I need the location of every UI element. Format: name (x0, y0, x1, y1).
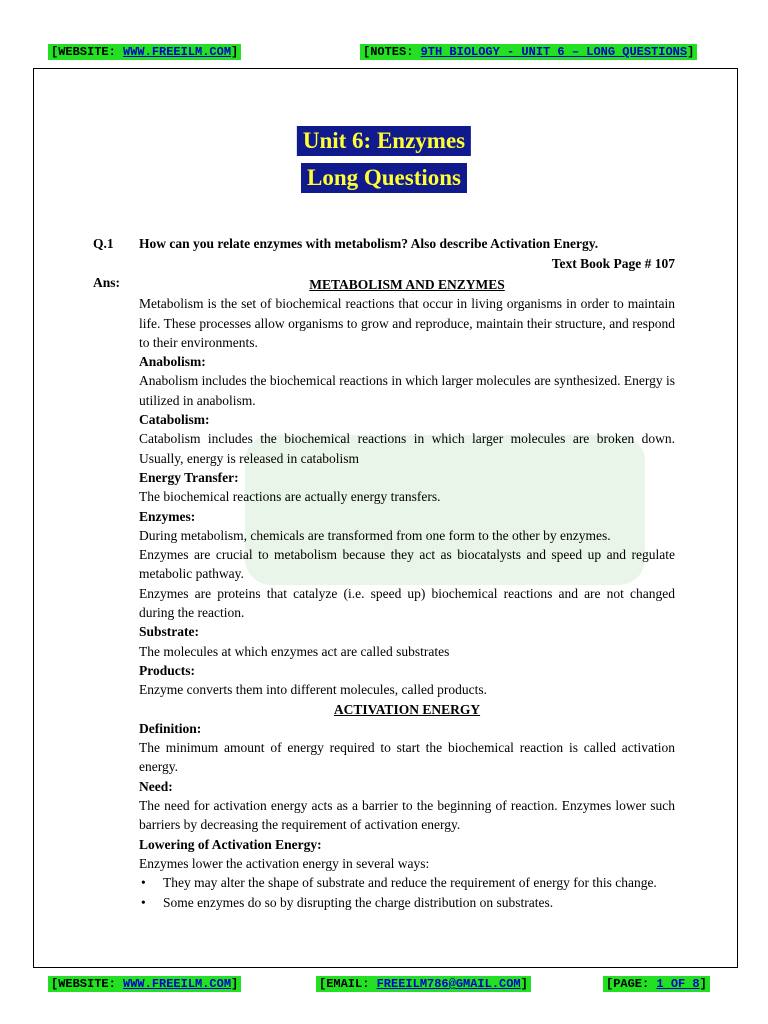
question-text: How can you relate enzymes with metabolism? Also describe Activation Energy. (139, 236, 599, 251)
header-notes-label: [NOTES: (363, 45, 421, 59)
footer-email-bracket: ] (520, 977, 528, 991)
footer-page-bracket: ] (699, 977, 707, 991)
header-notes-tag (360, 44, 697, 60)
header-website-tag (48, 44, 241, 60)
footer-email-tag (316, 976, 531, 992)
header-notes-bracket: ] (687, 45, 695, 59)
para-anabolism: Anabolism includes the biochemical reactions in which larger molecules are synthesized. Energy is utilized in anabolism. (139, 373, 675, 408)
para-metabolism: Metabolism is the set of biochemical reactions that occur in living organisms in order to maintain life. These processes allow organisms to grow and reproduce, maintain their structure, and respond to their environments. (139, 296, 675, 350)
para-need: The need for activation energy acts as a barrier to the beginning of reaction. Enzymes lower such barriers by decreasing the requirement of activation energy. (139, 798, 675, 833)
footer-website-link[interactable]: WWW.FREEILM.COM (123, 977, 232, 991)
heading-definition: Definition: (139, 720, 202, 736)
heading-energy-transfer: Energy Transfer: (139, 469, 239, 485)
heading-need: Need: (139, 778, 173, 794)
footer-email-label: [EMAIL: (319, 977, 377, 991)
para-enzymes-3: Enzymes are proteins that catalyze (i.e. speed up) biochemical reactions and are not changed during the reaction. (139, 585, 675, 621)
para-enzymes-1: During metabolism, chemicals are transformed from one form to the other by enzymes. (139, 527, 611, 543)
answer-label: Ans: (93, 275, 121, 290)
footer-website-bracket: ] (231, 977, 239, 991)
heading-lowering: Lowering of Activation Energy: (139, 836, 322, 852)
para-lowering: Enzymes lower the activation energy in several ways: (139, 855, 430, 871)
textbook-reference: Text Book Page # 107 (551, 256, 675, 271)
para-catabolism: Catabolism includes the biochemical reactions in which larger molecules are broken down. Usually, energy is released in catabolism (139, 431, 675, 466)
heading-enzymes: Enzymes: (139, 508, 196, 524)
footer-website-tag (48, 976, 241, 992)
header-website-label: [WEBSITE: (51, 45, 124, 59)
para-definition: The minimum amount of energy required to start the biochemical reaction is called activation energy. (139, 740, 675, 775)
list-item: • They may alter the shape of substrate and reduce the requirement of energy for this change. (163, 873, 675, 892)
para-enzymes-2: Enzymes are crucial to metabolism because they act as biocatalysts and speed up and regulate metabolic pathway. (139, 547, 675, 582)
heading-anabolism: Anabolism: (139, 354, 206, 370)
heading-substrate: Substrate: (139, 624, 199, 640)
para-products: Enzyme converts them into different molecules, called products. (139, 682, 488, 698)
page-subtitle: Long Questions (301, 163, 467, 193)
footer-page-label: [PAGE: (606, 977, 657, 991)
header-notes-link[interactable]: 9TH BIOLOGY - UNIT 6 – LONG QUESTIONS (420, 45, 688, 59)
footer-email-link[interactable]: FREEILM786@GMAIL.COM (376, 977, 521, 991)
para-energy-transfer: The biochemical reactions are actually energy transfers. (139, 489, 441, 505)
heading-products: Products: (139, 662, 195, 678)
footer-website-label: [WEBSITE: (51, 977, 124, 991)
heading-metabolism: METABOLISM AND ENZYMES (309, 277, 505, 292)
page-title: Unit 6: Enzymes (297, 126, 471, 156)
list-item: • Some enzymes do so by disrupting the charge distribution on substrates. (163, 893, 675, 912)
answer-body (139, 275, 675, 912)
question-number: Q.1 (93, 236, 114, 251)
lowering-bullet-list (139, 873, 675, 912)
heading-catabolism: Catabolism: (139, 412, 210, 428)
footer-page-number: 1 OF 8 (656, 977, 700, 991)
heading-activation-energy: ACTIVATION ENERGY (333, 701, 481, 717)
header-website-bracket: ] (231, 45, 239, 59)
para-substrate: The molecules at which enzymes act are called substrates (139, 643, 450, 659)
header-website-link[interactable]: WWW.FREEILM.COM (123, 45, 232, 59)
footer-page-tag (603, 976, 710, 992)
